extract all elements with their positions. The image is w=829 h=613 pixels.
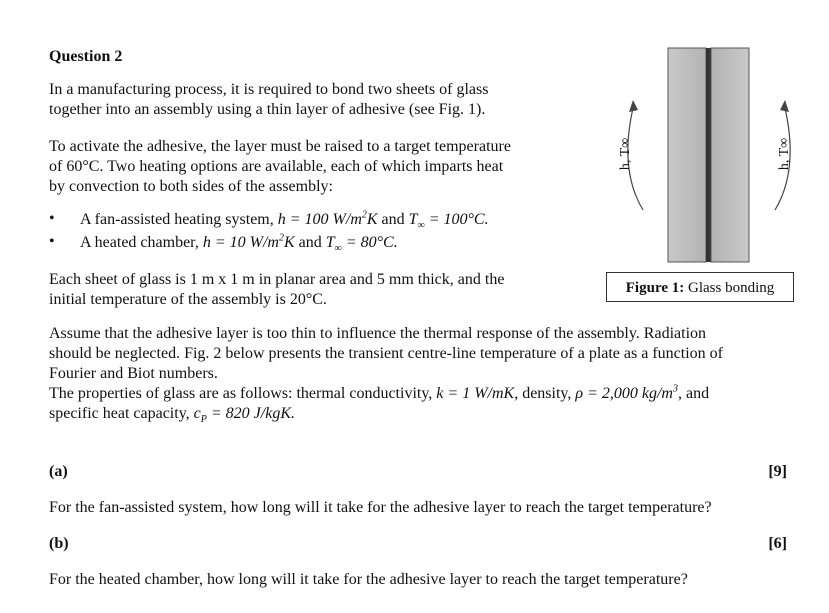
part-b-marks: [6] — [768, 535, 787, 552]
intro-line-1: In a manufacturing process, it is required to bond two sheets of glass — [49, 81, 489, 98]
part-b-question: For the heated chamber, how long will it take for the adhesive layer to reach the target temperature? — [49, 571, 688, 588]
assumption-line-2: should be neglected. Fig. 2 below presents the transient centre-line temperature of a plate as a function of — [49, 345, 723, 362]
figure-caption: Figure 1: Glass bonding — [606, 272, 794, 302]
sheet-line-1: Each sheet of glass is 1 m x 1 m in planar area and 5 mm thick, and the — [49, 271, 505, 288]
assumption-paragraph — [49, 324, 723, 384]
figure-glass-bonding — [615, 40, 805, 266]
intro-line-2: together into an assembly using a thin layer of adhesive (see Fig. 1). — [49, 101, 486, 118]
bullet-heated-chamber: A heated chamber, h = 10 $W/m^2K$ and $T_\infty = 80^\circ C$. — [80, 232, 398, 255]
part-a-question: For the fan-assisted system, how long will it take for the adhesive layer to reach the target temperature? — [49, 499, 712, 516]
bullet-dot-1: • — [49, 210, 55, 227]
glass-sheet-left — [668, 48, 706, 262]
sheet-line-2: initial temperature of the assembly is 20°C. — [49, 291, 327, 308]
bullet-dot-2: • — [49, 233, 55, 250]
activation-line-3: by convection to both sides of the assembly: — [49, 178, 333, 195]
properties-paragraph — [49, 384, 709, 424]
sheet-paragraph — [49, 270, 504, 310]
adhesive-layer — [706, 48, 711, 262]
activation-paragraph — [49, 137, 511, 197]
activation-line-1: To activate the adhesive, the layer must be raised to a target temperature — [49, 138, 511, 155]
assumption-line-3: Fourier and Biot numbers. — [49, 365, 218, 382]
left-convection-label: h, T∞ — [618, 137, 633, 171]
part-b-label: (b) — [49, 535, 69, 552]
glass-sheet-right — [711, 48, 749, 262]
part-a-marks: [9] — [768, 463, 787, 480]
assumption-line-1: Assume that the adhesive layer is too thin to influence the thermal response of the assembly. Radiation — [49, 325, 707, 342]
intro-paragraph — [49, 80, 488, 120]
activation-line-2: of 60°C. Two heating options are available, each of which imparts heat — [49, 158, 504, 175]
left-arrowhead-icon — [629, 100, 638, 112]
properties-line-1: The properties of glass are as follows: thermal conductivity, k = 1 W/mK, density, ρ = 2,000 $kg/m^3$, and — [49, 383, 710, 402]
right-arrowhead-icon — [780, 100, 789, 112]
question-title: Question 2 — [49, 48, 123, 65]
bullet-fan-assisted: A fan-assisted heating system, h = 100 $W/m^2K$ and $T_\infty = 100^\circ C$. — [80, 209, 489, 232]
properties-line-2: specific heat capacity, $c_P = 820$ J/kgK. — [49, 405, 295, 426]
right-convection-label: h, T∞ — [777, 137, 792, 171]
part-a-label: (a) — [49, 463, 68, 480]
